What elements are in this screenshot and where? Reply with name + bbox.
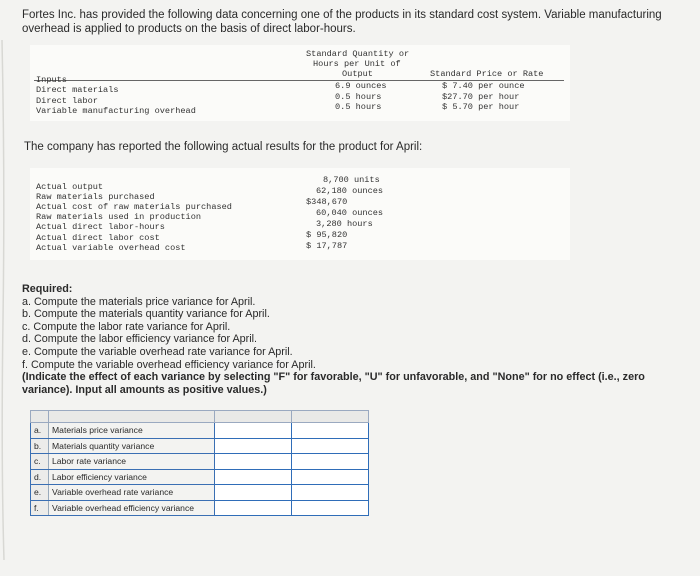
required-instruction: (Indicate the effect of each variance by selecting "F" for favorable, "U" for unfavorable, and "None" for no effect (i.e., zero variance). Input all amounts as positive values.) [22, 371, 645, 396]
std-qty-header-3: Output [342, 69, 373, 79]
table-row [31, 423, 369, 439]
std-row-inputs: Inputs [36, 75, 67, 85]
row-letter: e. [31, 485, 49, 501]
labor-rate-effect-select[interactable] [292, 454, 369, 470]
required-item-a: a. Compute the materials price variance for April. [22, 295, 256, 308]
std-row-dl-price: $27.70 per hour [442, 92, 520, 102]
std-row-voh-label: Variable manufacturing overhead [36, 106, 196, 116]
std-row-dl-qty: 0.5 hours [335, 92, 382, 102]
actual-label-used: Raw materials used in production [36, 212, 202, 222]
actual-value-used: 60,040 ounces [316, 208, 384, 218]
required-title: Required: [22, 283, 73, 295]
table-row [31, 454, 369, 470]
materials-quantity-amount-input[interactable] [215, 438, 292, 454]
row-label: Materials quantity variance [49, 438, 215, 454]
required-item-b: b. Compute the materials quantity variance for April. [22, 308, 270, 321]
materials-quantity-effect-select[interactable] [292, 438, 369, 454]
voh-rate-effect-select[interactable] [292, 485, 369, 501]
actual-value-dlh: 3,280 hours [316, 219, 373, 229]
actual-label-cost: Actual cost of raw materials purchased [36, 202, 232, 212]
voh-rate-amount-input[interactable] [215, 485, 292, 501]
std-row-voh-price: $ 5.70 per hour [442, 102, 520, 112]
actual-results-intro: The company has reported the following actual results for the product for April: [24, 141, 423, 153]
row-label: Materials price variance [49, 423, 215, 439]
table-row [31, 485, 369, 501]
std-qty-header-2: Hours per Unit of [313, 59, 401, 69]
row-label: Variable overhead efficiency variance [49, 500, 215, 516]
labor-rate-amount-input[interactable] [215, 454, 292, 470]
row-letter: f. [31, 500, 49, 516]
actual-label-output: Actual output [36, 182, 104, 192]
std-price-header: Standard Price or Rate [430, 69, 544, 79]
materials-price-effect-select[interactable] [292, 423, 369, 439]
row-letter: a. [31, 423, 49, 439]
std-row-dl-label: Direct labor [36, 96, 98, 106]
intro-paragraph: Fortes Inc. has provided the following data concerning one of the products in its standard cost system. Variable manufacturing overhead is applied to products on the basis of direct labor-hours. [22, 9, 662, 35]
answer-table-header [31, 411, 369, 423]
required-item-c: c. Compute the labor rate variance for April. [22, 320, 231, 333]
labor-efficiency-amount-input[interactable] [215, 469, 292, 485]
actual-label-dlc: Actual direct labor cost [36, 233, 160, 243]
answer-table [30, 410, 369, 516]
std-row-dm-qty: 6.9 ounces [335, 81, 387, 91]
required-section [22, 283, 682, 396]
row-label: Variable overhead rate variance [49, 485, 215, 501]
actual-value-output: 8,700 units [323, 175, 380, 185]
row-letter: d. [31, 469, 49, 485]
table-row [31, 469, 369, 485]
std-row-dm-label: Direct materials [36, 85, 119, 95]
table-row [31, 500, 369, 516]
actual-value-purchased: 62,180 ounces [316, 186, 384, 196]
required-item-d: d. Compute the labor efficiency variance for April. [22, 333, 258, 346]
row-letter: c. [31, 454, 49, 470]
actual-value-cost: $348,670 [306, 197, 348, 207]
row-label: Labor rate variance [49, 454, 215, 470]
row-letter: b. [31, 438, 49, 454]
actual-label-purchased: Raw materials purchased [36, 192, 155, 202]
materials-price-amount-input[interactable] [215, 423, 292, 439]
voh-efficiency-amount-input[interactable] [215, 500, 292, 516]
voh-efficiency-effect-select[interactable] [292, 500, 369, 516]
actual-label-dlh: Actual direct labor-hours [36, 222, 165, 232]
actual-label-voh: Actual variable overhead cost [36, 243, 186, 253]
table-row [31, 438, 369, 454]
actual-value-voh: $ 17,787 [306, 241, 348, 251]
labor-efficiency-effect-select[interactable] [292, 469, 369, 485]
binding-edge-mark [0, 0, 8, 576]
std-row-voh-qty: 0.5 hours [335, 102, 382, 112]
required-item-e: e. Compute the variable overhead rate variance for April. [22, 345, 293, 358]
std-row-dm-price: $ 7.40 per ounce [442, 81, 525, 91]
std-qty-header-1: Standard Quantity or [306, 49, 410, 59]
required-item-f: f. Compute the variable overhead efficiency variance for April. [22, 358, 316, 371]
row-label: Labor efficiency variance [49, 469, 215, 485]
actual-value-dlc: $ 95,820 [306, 230, 348, 240]
